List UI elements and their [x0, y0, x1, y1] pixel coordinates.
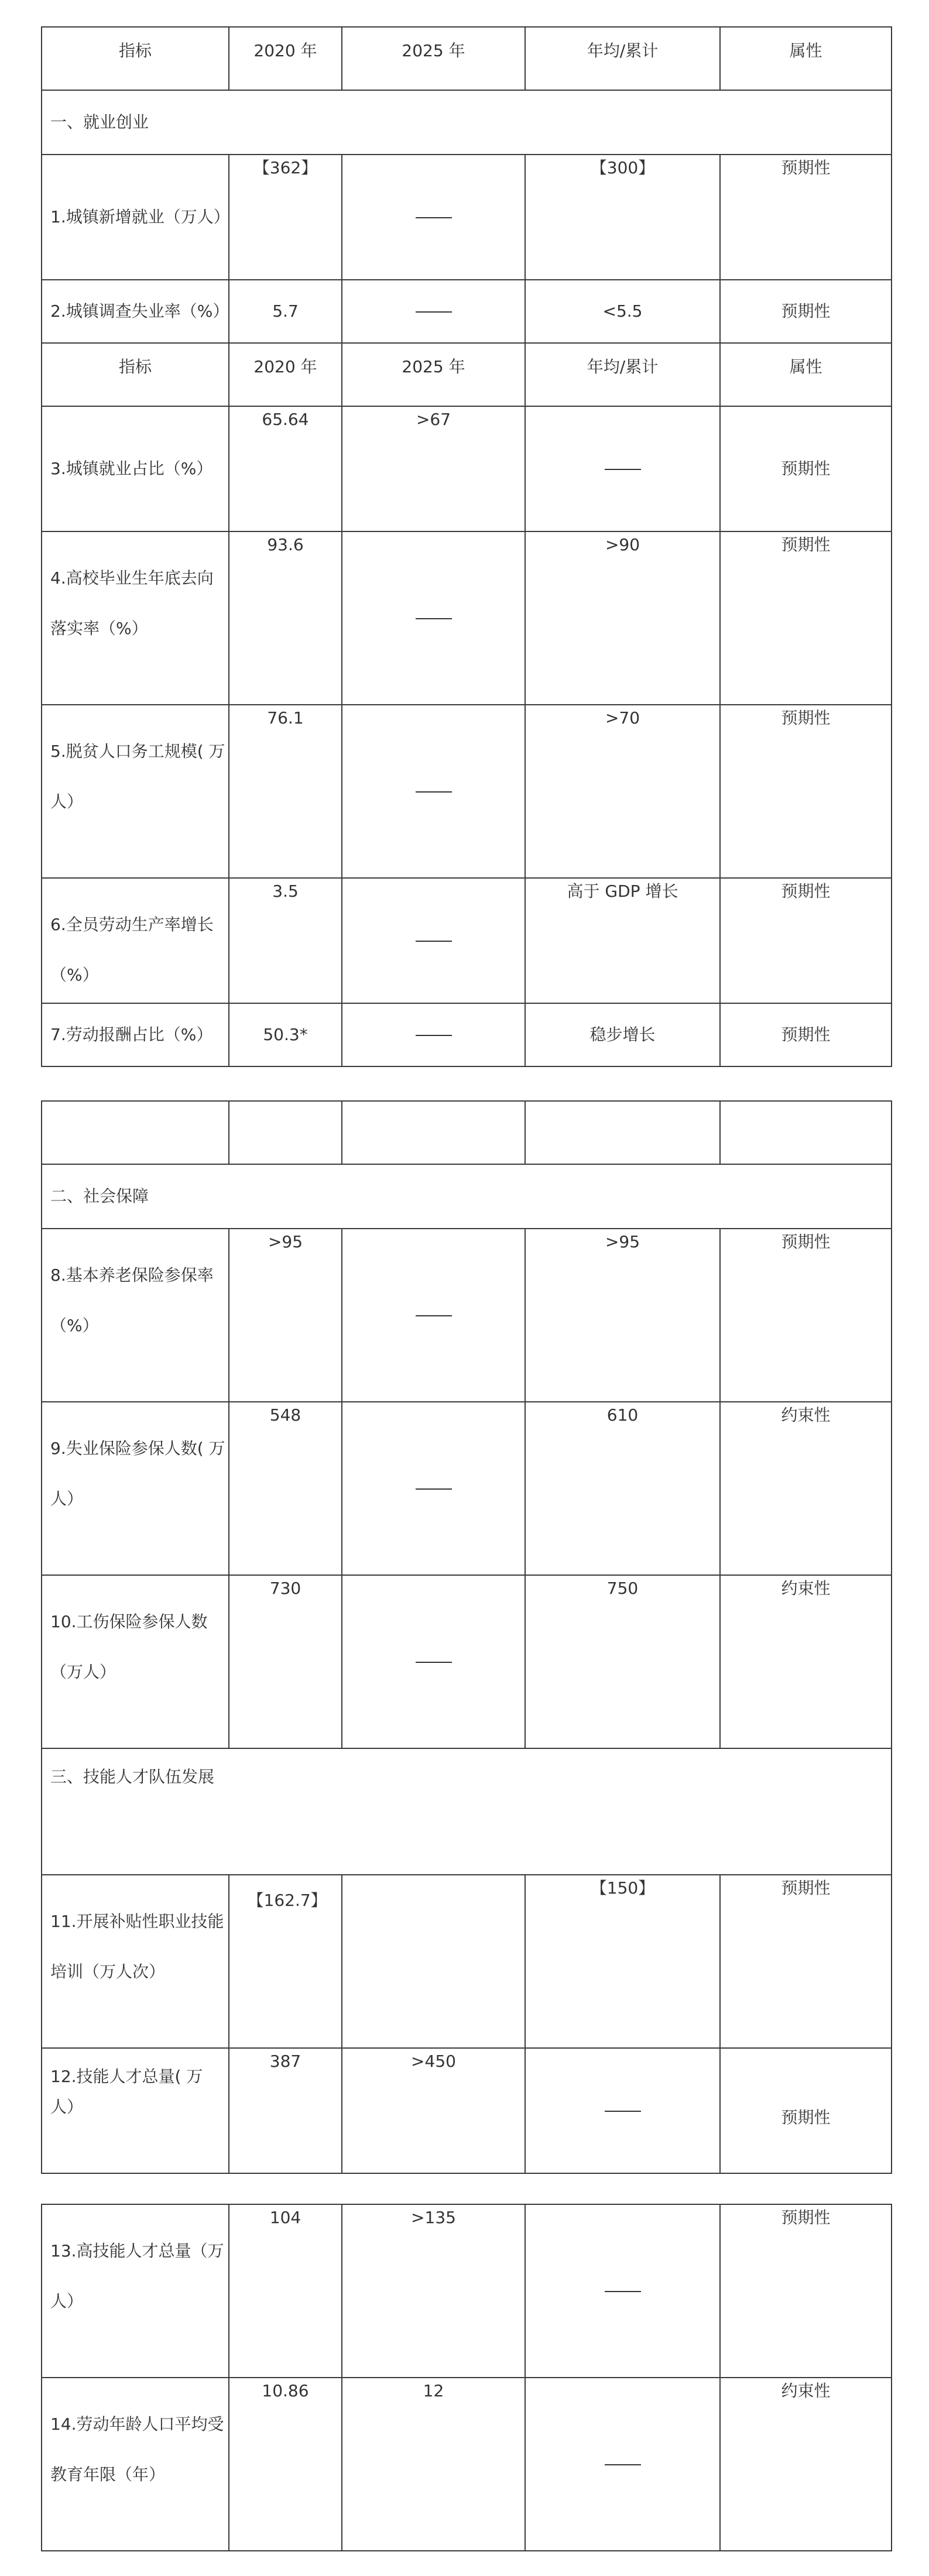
row-indicator-name: 10.工伤保险参保人数（万人） — [42, 1575, 229, 1748]
row-value-2025: >135 — [342, 2204, 525, 2378]
section-title: 三、技能人才队伍发展 — [42, 1748, 892, 1875]
table-row — [42, 2204, 892, 2378]
row-value-avg: >70 — [525, 705, 720, 878]
row-value-2020 — [229, 1875, 342, 2048]
row-attribute: 预期性 — [720, 280, 892, 343]
row-value-avg: 610 — [525, 1402, 720, 1575]
row-attribute: 约束性 — [720, 1575, 892, 1748]
row-value-2020: 5.7 — [229, 280, 342, 343]
header-indicator: 指标 — [42, 343, 229, 406]
row-indicator-name: 6.全员劳动生产率增长（%） — [42, 878, 229, 1003]
dash-placeholder — [416, 791, 452, 793]
table-header-row-repeat — [42, 343, 892, 406]
row-value-2020: 387 — [229, 2048, 342, 2173]
table-header-row — [42, 27, 892, 90]
row-value-2025 — [342, 531, 525, 705]
row-attribute: 预期性 — [720, 1229, 892, 1402]
row-attribute: 约束性 — [720, 2378, 892, 2551]
dash-placeholder — [605, 469, 641, 470]
header-2020: 2020 年 — [229, 343, 342, 406]
row-value-2020: 76.1 — [229, 705, 342, 878]
row-value-2020: 65.64 — [229, 406, 342, 531]
row-indicator-name: 9.失业保险参保人数( 万人） — [42, 1402, 229, 1575]
table-row — [42, 280, 892, 343]
empty-cell — [42, 1101, 229, 1164]
row-attribute: 预期性 — [720, 531, 892, 705]
row-value-avg — [525, 2378, 720, 2551]
table-row — [42, 155, 892, 280]
row-value-avg: <5.5 — [525, 280, 720, 343]
header-2025: 2025 年 — [342, 343, 525, 406]
table-row — [42, 1875, 892, 2048]
dash-placeholder — [605, 2111, 641, 2112]
table-row — [42, 1003, 892, 1066]
row-attribute: 预期性 — [720, 406, 892, 531]
row-value-2025 — [342, 1229, 525, 1402]
table-row — [42, 705, 892, 878]
empty-cell — [720, 1101, 892, 1164]
row-attribute: 预期性 — [720, 1003, 892, 1066]
row-value-2020: 3.5 — [229, 878, 342, 1003]
header-indicator: 指标 — [42, 27, 229, 90]
table-row — [42, 531, 892, 705]
row-indicator-name: 11.开展补贴性职业技能培训（万人次） — [42, 1875, 229, 2048]
row-attribute: 预期性 — [720, 155, 892, 280]
table-row — [42, 1229, 892, 1402]
row-value-2025 — [342, 155, 525, 280]
dash-placeholder — [416, 1035, 452, 1036]
row-value-2025 — [342, 280, 525, 343]
indicator-table-part-2 — [41, 1100, 892, 2174]
dash-placeholder — [605, 2464, 641, 2465]
empty-cell — [525, 1101, 720, 1164]
row-attribute: 约束性 — [720, 1402, 892, 1575]
dash-placeholder — [416, 941, 452, 942]
row-value-2025: 12 — [342, 2378, 525, 2551]
row-value-avg: 高于 GDP 增长 — [525, 878, 720, 1003]
row-indicator-name: 14.劳动年龄人口平均受教育年限（年） — [42, 2378, 229, 2551]
row-attribute: 预期性 — [720, 2048, 892, 2173]
row-value-avg — [525, 2048, 720, 2173]
row-value-avg: >90 — [525, 531, 720, 705]
row-attribute: 预期性 — [720, 1875, 892, 2048]
row-attribute: 预期性 — [720, 2204, 892, 2378]
row-value-avg — [525, 2204, 720, 2378]
table-row — [42, 2048, 892, 2173]
row-value-avg — [525, 406, 720, 531]
row-value-avg: 【300】 — [525, 155, 720, 280]
empty-cell — [342, 1101, 525, 1164]
header-avg-cumulative: 年均/累计 — [525, 343, 720, 406]
indicator-table-part-3 — [41, 2204, 892, 2551]
row-value-2025 — [342, 1575, 525, 1748]
row-indicator-name: 5.脱贫人口务工规模( 万人） — [42, 705, 229, 878]
dash-placeholder — [416, 618, 452, 619]
row-value-2020: 104 — [229, 2204, 342, 2378]
row-indicator-name: 8.基本养老保险参保率（%） — [42, 1229, 229, 1402]
row-value-2025 — [342, 1875, 525, 2048]
row-value-2020: 548 — [229, 1402, 342, 1575]
row-value-2020: 【362】 — [229, 155, 342, 280]
empty-row — [42, 1101, 892, 1164]
row-value-2020: 50.3* — [229, 1003, 342, 1066]
section-row-employment — [42, 90, 892, 155]
empty-cell — [229, 1101, 342, 1164]
row-attribute: 预期性 — [720, 878, 892, 1003]
row-value-2025: >67 — [342, 406, 525, 531]
indicator-table-part-1 — [41, 26, 892, 1067]
header-avg-cumulative: 年均/累计 — [525, 27, 720, 90]
row-indicator-name: 4.高校毕业生年底去向落实率（%） — [42, 531, 229, 705]
row-value-2020: 10.86 — [229, 2378, 342, 2551]
row-value-avg: >95 — [525, 1229, 720, 1402]
table-row — [42, 1402, 892, 1575]
dash-placeholder — [416, 311, 452, 313]
row-indicator-name: 2.城镇调查失业率（%） — [42, 280, 229, 343]
dash-placeholder — [416, 217, 452, 218]
row-indicator-name: 12.技能人才总量( 万人） — [42, 2048, 229, 2173]
section-row-social-security — [42, 1164, 892, 1229]
row-value-2020: >95 — [229, 1229, 342, 1402]
row-value-avg: 750 — [525, 1575, 720, 1748]
row-value-avg: 稳步增长 — [525, 1003, 720, 1066]
dash-placeholder — [416, 1488, 452, 1490]
header-attribute: 属性 — [720, 27, 892, 90]
row-value-2025 — [342, 1003, 525, 1066]
dash-placeholder — [416, 1315, 452, 1316]
row-indicator-name: 13.高技能人才总量（万人） — [42, 2204, 229, 2378]
row-value-2025 — [342, 1402, 525, 1575]
row-attribute: 预期性 — [720, 705, 892, 878]
section-row-skilled-talent — [42, 1748, 892, 1875]
row-value-2025: >450 — [342, 2048, 525, 2173]
header-2020: 2020 年 — [229, 27, 342, 90]
row-value-2020-text: 【162.7】 — [247, 1891, 327, 1910]
table-row — [42, 406, 892, 531]
row-value-2025 — [342, 878, 525, 1003]
row-value-2020: 93.6 — [229, 531, 342, 705]
row-indicator-name: 3.城镇就业占比（%） — [42, 406, 229, 531]
section-title: 二、社会保障 — [42, 1164, 892, 1229]
row-indicator-name: 7.劳动报酬占比（%） — [42, 1003, 229, 1066]
dash-placeholder — [605, 2291, 641, 2292]
table-row — [42, 1575, 892, 1748]
section-title: 一、就业创业 — [42, 90, 892, 155]
header-2025: 2025 年 — [342, 27, 525, 90]
table-row — [42, 878, 892, 1003]
row-value-2020: 730 — [229, 1575, 342, 1748]
table-row — [42, 2378, 892, 2551]
dash-placeholder — [416, 1662, 452, 1663]
header-attribute: 属性 — [720, 343, 892, 406]
row-value-2025 — [342, 705, 525, 878]
row-value-avg: 【150】 — [525, 1875, 720, 2048]
row-indicator-name: 1.城镇新增就业（万人） — [42, 155, 229, 280]
